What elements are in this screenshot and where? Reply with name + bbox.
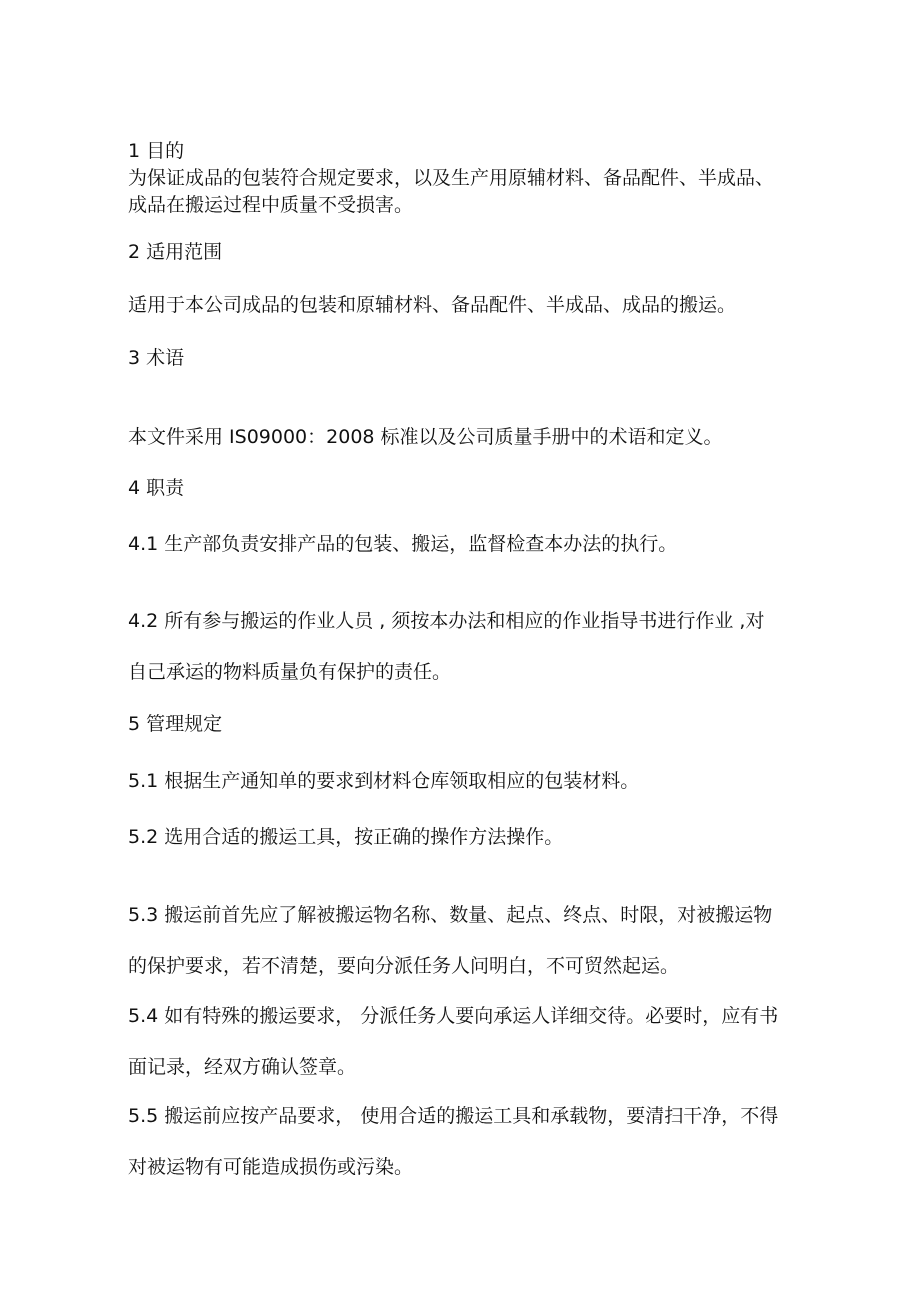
paragraph-line: 5.4 如有特殊的搬运要求， 分派任务人要向承运人详细交待。必要时，应有书 (128, 1005, 779, 1027)
heading-1-purpose: 1 目的 (128, 140, 185, 162)
heading-5-management: 5 管理规定 (128, 713, 223, 735)
paragraph-line: 5.2 选用合适的搬运工具，按正确的操作方法操作。 (128, 826, 564, 848)
paragraph-line: 5.1 根据生产通知单的要求到材料仓库领取相应的包装材料。 (128, 770, 640, 792)
paragraph-line: 的保护要求，若不清楚，要向分派任务人问明白，不可贸然起运。 (128, 955, 680, 977)
paragraph-line: 5.3 搬运前首先应了解被搬运物名称、数量、起点、终点、时限，对被搬运物 (128, 904, 773, 926)
paragraph-line: 为保证成品的包装符合规定要求，以及生产用原辅材料、备品配件、半成品、 (128, 167, 775, 189)
heading-3-terms: 3 术语 (128, 347, 185, 369)
heading-4-responsibilities: 4 职责 (128, 477, 185, 499)
paragraph-line: 4.1 生产部负责安排产品的包装、搬运，监督检查本办法的执行。 (128, 533, 678, 555)
paragraph-line: 5.5 搬运前应按产品要求， 使用合适的搬运工具和承载物，要清扫干净，不得 (128, 1105, 779, 1127)
paragraph-line: 4.2 所有参与搬运的作业人员 , 须按本办法和相应的作业指导书进行作业 ,对 (128, 610, 765, 632)
paragraph-line: 本文件采用 IS09000：2008 标准以及公司质量手册中的术语和定义。 (128, 426, 723, 448)
paragraph-line: 自己承运的物料质量负有保护的责任。 (128, 661, 452, 683)
paragraph-line: 对被运物有可能造成损伤或污染。 (128, 1156, 414, 1178)
paragraph-line: 成品在搬运过程中质量不受损害。 (128, 194, 414, 216)
heading-2-scope: 2 适用范围 (128, 241, 223, 263)
paragraph-line: 适用于本公司成品的包装和原辅材料、备品配件、半成品、成品的搬运。 (128, 294, 737, 316)
paragraph-line: 面记录，经双方确认签章。 (128, 1056, 357, 1078)
